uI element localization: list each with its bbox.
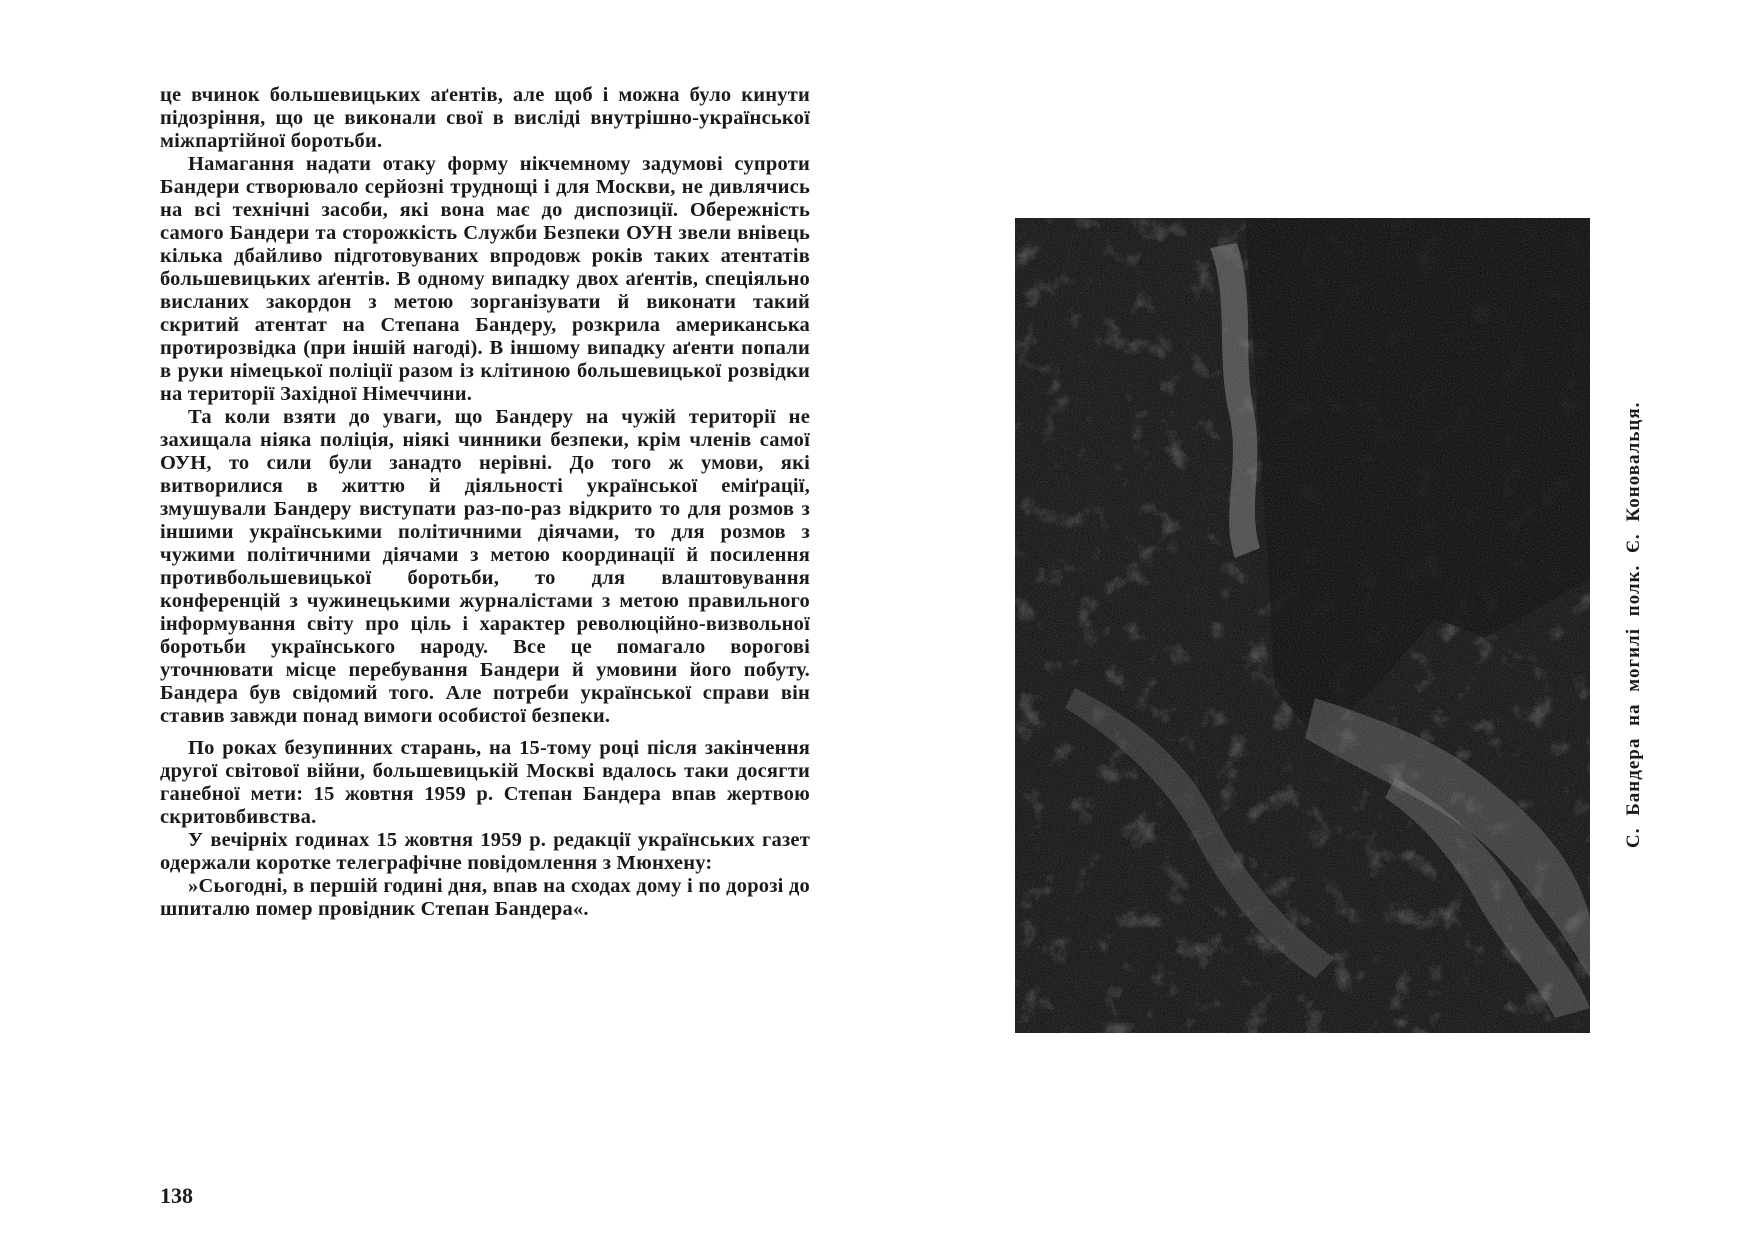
paragraph-2: Намагання надати отаку форму нікчемному задумові супроти Бандери створювало серйозні труднощі і для Москви, не дивлячись на всі технічні засоби, які вона має до диспозиції. Обережність самого Бандери та сторожкість Служби Безпеки ОУН звели внівець кілька дбайливо підготовуваних впродовж років таких атентатів большевицьких аґентів. В одному випадку двох аґентів, спеціяльно висланих закордон з метою зорганізувати й виконати такий скритий атентат на Степана Бандеру, розкрила американська протирозвідка (при іншій нагоді). В іншому випадку аґенти попали в руки німецької поліції разом із клітиною большевицької розвідки на території Західної Німеччини. <box>160 153 810 405</box>
photo-image <box>1015 218 1590 1033</box>
left-page <box>160 84 810 1224</box>
paragraph-6-quote: »Сьогодні, в першій годині дня, впав на сходах дому і по дорозі до шпиталю помер провідник Степан Бандера«. <box>160 875 810 920</box>
photo-caption-wrap <box>1613 358 1653 848</box>
photo-caption: С. Бандера на могилі полк. Є. Коновальця. <box>1623 401 1644 848</box>
paragraph-4: По роках безупинних старань, на 15-тому році після закінчення другої світової війни, большевицькій Москві вдалось таки досягти ганебної мети: 15 жовтня 1959 р. Степан Бандера впав жертвою скритовбивства. <box>160 737 810 828</box>
paragraph-5: У вечірніх годинах 15 жовтня 1959 р. редакції українських газет одержали коротке телеграфічне повідомлення з Мюнхену: <box>160 829 810 874</box>
paragraph-1: це вчинок большевицьких аґентів, але щоб і можна було кинути підозріння, що це виконали свої в висліді внутрішно-української міжпартійної боротьби. <box>160 84 810 152</box>
body-text <box>160 84 810 921</box>
grave-photograph <box>1015 218 1590 1033</box>
paragraph-3: Та коли взяти до уваги, що Бандеру на чужій території не захищала ніяка поліція, ніякі чинники безпеки, крім членів самої ОУН, то сили були занадто нерівні. До того ж умови, які витворилися в життю й діяльності української еміґрації, змушували Бандеру виступати раз-по-раз відкрито то для розмов з іншими українськими політичними діячами, то для розмов з чужими політичними діячами з метою координації й посилення противбольшевицької боротьби, то для влаштовування конференцій з чужинецькими журналістами з метою правильного інформування світу про ціль і характер революційно-визвольної боротьби українського народу. Все це помагало ворогові уточнювати місце перебування Бандери й умовини його побуту. Бандера був свідомий того. Але потреби української справи він ставив завжди понад вимоги особистої безпеки. <box>160 406 810 727</box>
page-number: 138 <box>160 1183 193 1208</box>
